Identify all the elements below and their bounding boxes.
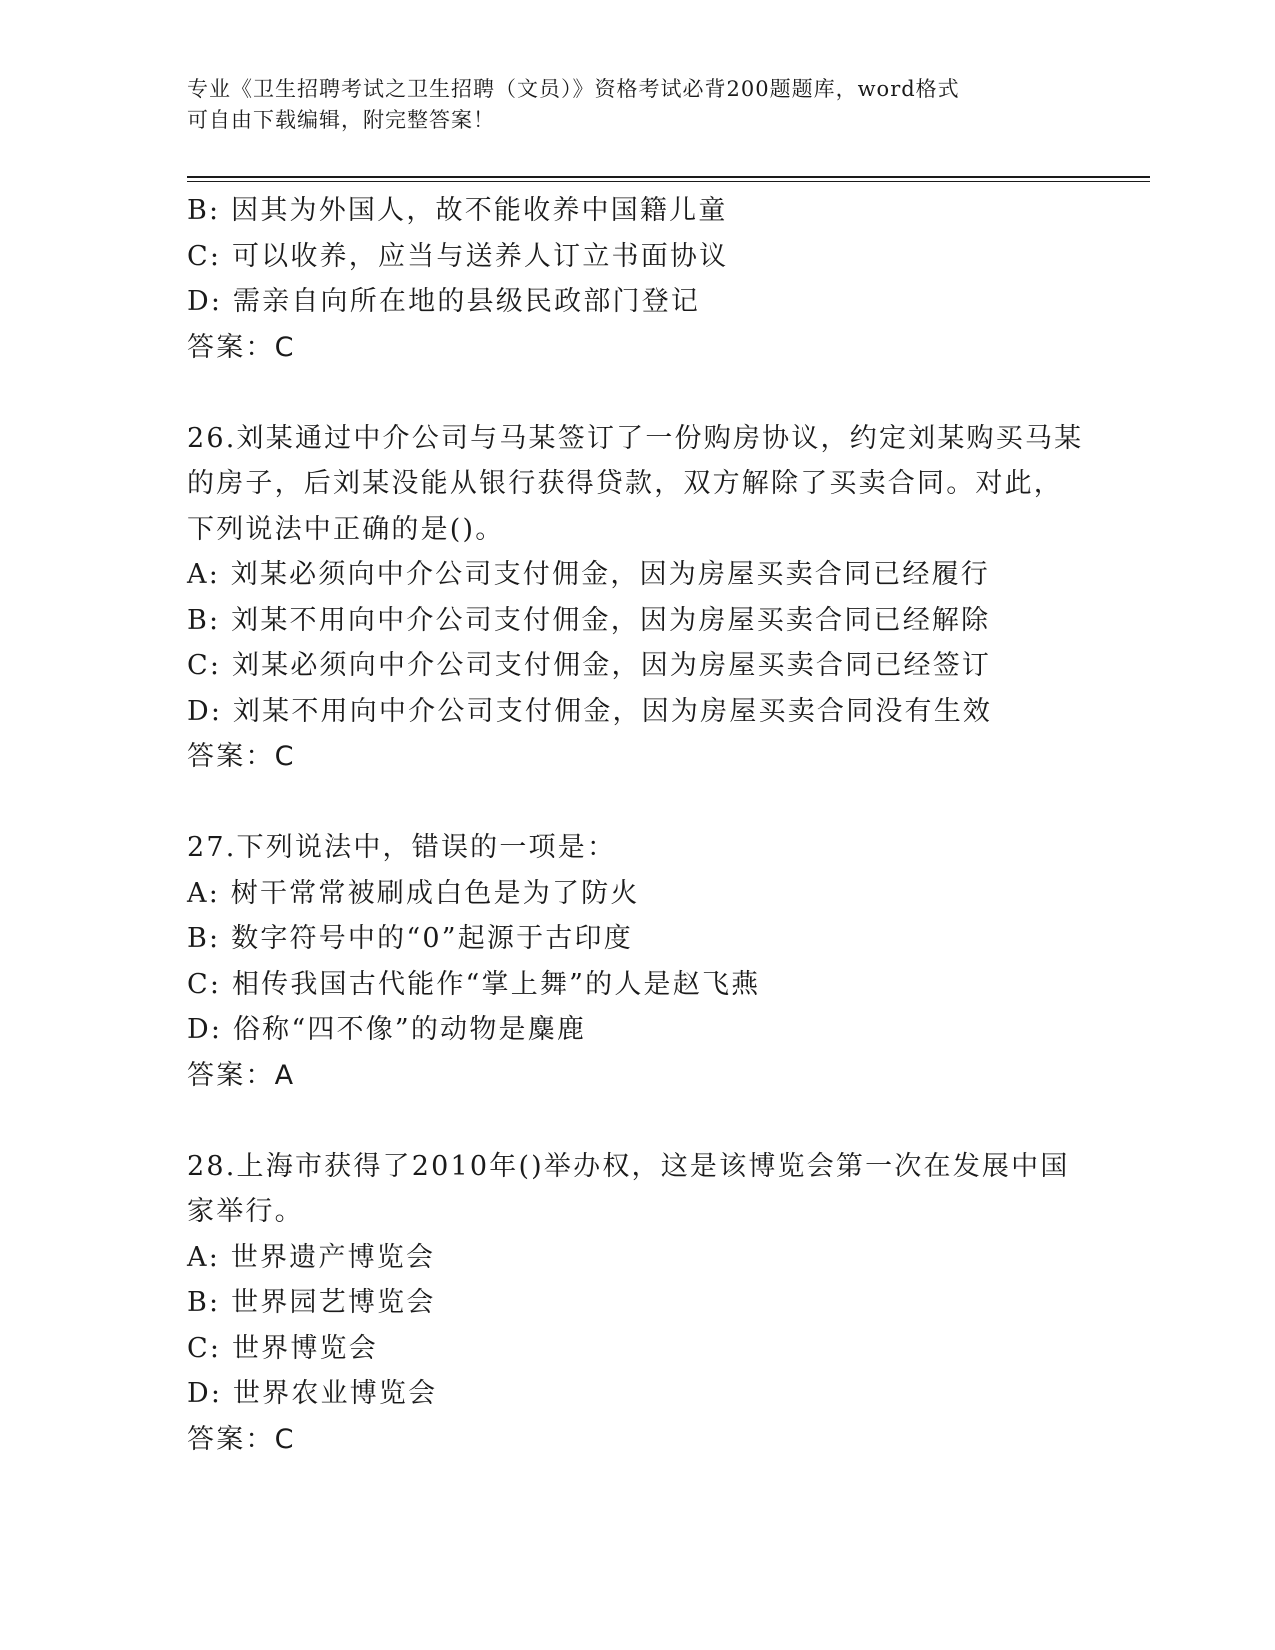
option-b: B: 数字符号中的“0”起源于古印度 <box>187 923 633 954</box>
option-a: A: 树干常常被刷成白色是为了防火 <box>187 877 640 909</box>
answer-line: 答案：C <box>187 741 296 772</box>
spacer <box>187 370 1087 416</box>
question-25-tail <box>187 188 1087 370</box>
question-list <box>187 188 1087 1462</box>
question-stem-line: 家举行。 <box>187 1196 304 1227</box>
spacer <box>187 1098 1087 1144</box>
question-26 <box>187 416 1087 780</box>
option-a: A: 世界遗产博览会 <box>187 1241 436 1273</box>
answer-line: 答案：C <box>187 331 296 363</box>
option-c: C: 可以收养，应当与送养人订立书面协议 <box>187 240 729 272</box>
option-b: B: 世界园艺博览会 <box>187 1287 436 1318</box>
question-28 <box>187 1144 1087 1463</box>
question-stem-line: 28.上海市获得了2010年()举办权，这是该博览会第一次在发展中国 <box>187 1150 1070 1182</box>
question-stem-line: 的房子，后刘某没能从银行获得贷款，双方解除了买卖合同。对此， <box>187 468 1063 499</box>
option-d: D: 俗称“四不像”的动物是麋鹿 <box>187 1014 587 1045</box>
spacer <box>187 780 1087 826</box>
option-b: B: 因其为外国人，故不能收养中国籍儿童 <box>187 195 728 226</box>
question-27 <box>187 825 1087 1098</box>
header-divider-thin <box>187 181 1150 182</box>
option-a: A: 刘某必须向中介公司支付佣金，因为房屋买卖合同已经履行 <box>187 559 990 590</box>
header-title-line-2: 可自由下载编辑，附完整答案！ <box>187 108 495 132</box>
answer-line: 答案：C <box>187 1423 296 1455</box>
option-b: B: 刘某不用向中介公司支付佣金，因为房屋买卖合同已经解除 <box>187 604 991 636</box>
answer-line: 答案：A <box>187 1059 296 1091</box>
header-divider-thick <box>187 176 1150 178</box>
option-d: D: 需亲自向所在地的县级民政部门登记 <box>187 286 701 317</box>
question-stem-line: 26.刘某通过中介公司与马某签订了一份购房协议，约定刘某购买马某 <box>187 422 1084 454</box>
header-title-line-1: 专业《卫生招聘考试之卫生招聘（文员）》资格考试必背200题题库，word格式 <box>187 77 960 101</box>
question-stem-line: 27.下列说法中，错误的一项是： <box>187 832 617 863</box>
document-header <box>187 74 1087 136</box>
option-d: D: 刘某不用向中介公司支付佣金，因为房屋买卖合同没有生效 <box>187 695 993 727</box>
option-d: D: 世界农业博览会 <box>187 1378 438 1409</box>
question-stem-line: 下列说法中正确的是()。 <box>187 513 505 545</box>
option-c: C: 世界博览会 <box>187 1332 378 1364</box>
option-c: C: 相传我国古代能作“掌上舞”的人是赵飞燕 <box>187 968 761 1000</box>
option-c: C: 刘某必须向中介公司支付佣金，因为房屋买卖合同已经签订 <box>187 650 992 681</box>
